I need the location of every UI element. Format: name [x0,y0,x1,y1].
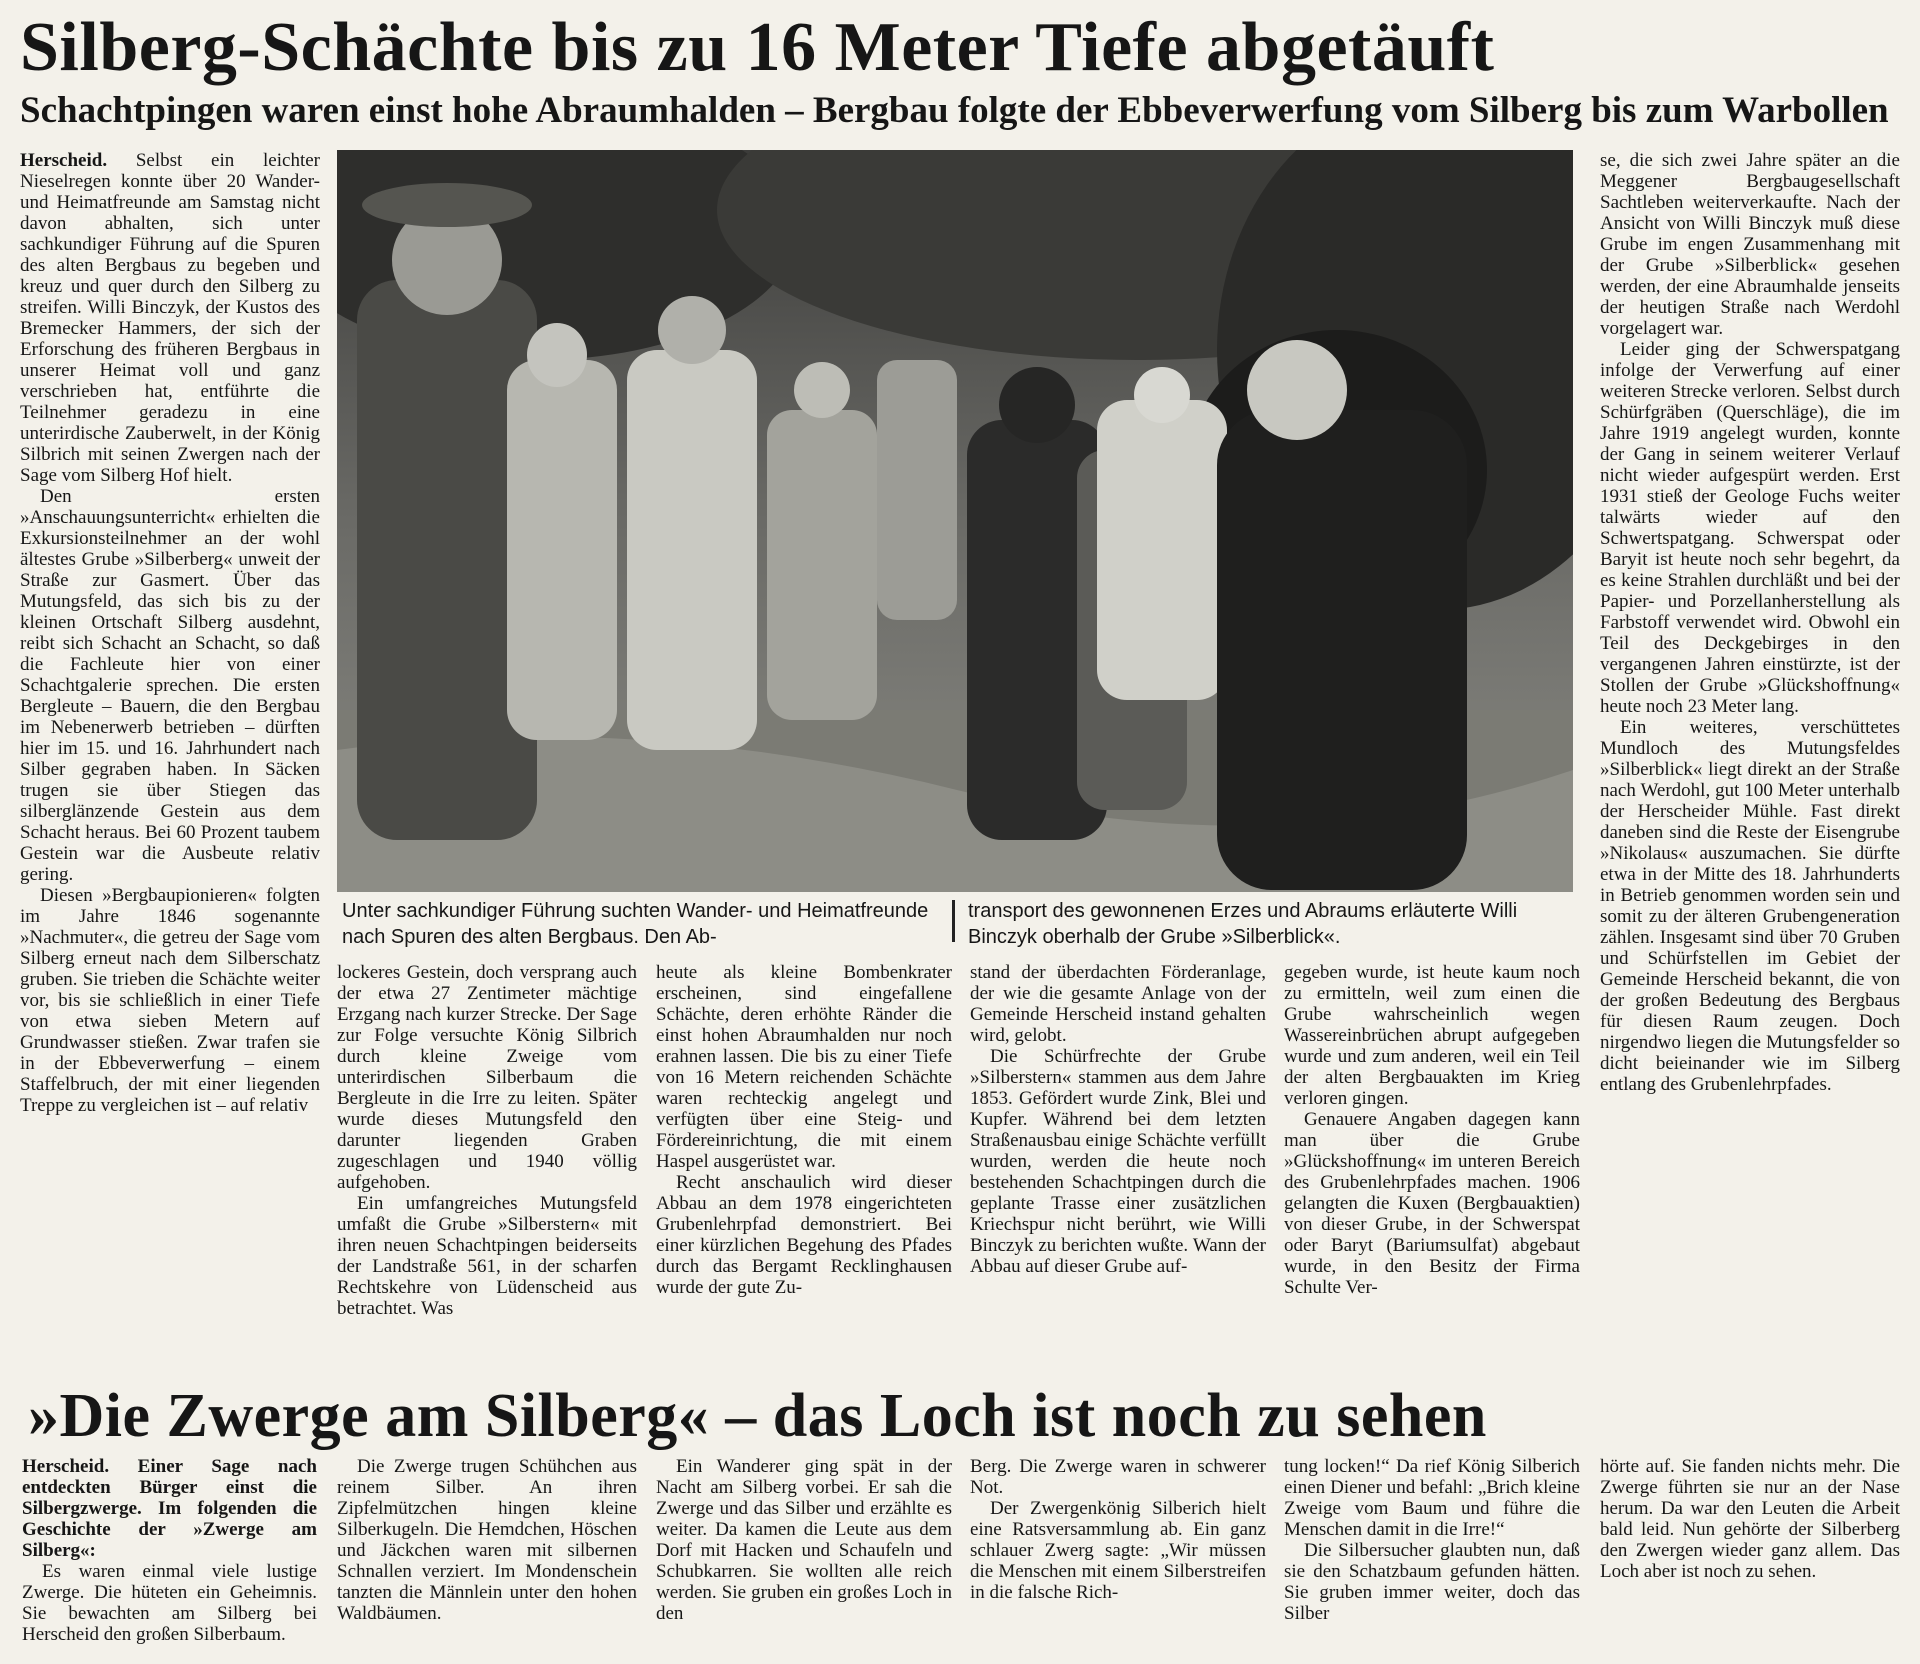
story-paragraph: tung locken!“ Da rief König Silberich einen Diener und befahl: „Brich kleine Zweige vom Baum und führe die Menschen damit in die Irre!“ [1284,1456,1580,1540]
photo-caption-right: transport des gewonnenen Erzes und Abraums erläuterte Willi Binczyk oberhalb der Grube »Silberblick«. [968,900,1518,948]
article-column-6 [1600,150,1900,1095]
article-paragraph: heute als kleine Bombenkrater erscheinen, sind eingefallene Schächte, deren erhöhte Ränder die einst hohen Abraumhalden nur noch erahnen lassen. Die bis zu einer Tiefe von 16 Metern reichenden Schächte waren rechteckig angelegt und verfügten über eine Steig- und Fördereinrichtung, die mit einem Haspel ausgerüstet war. [656,962,952,1172]
story-column-3 [656,1456,952,1624]
article-paragraph: lockeres Gestein, doch versprang auch der etwa 27 Zentimeter mächtige Erzgang nach kurzer Strecke. Der Sage zur Folge versuchte König Silbrich durch kleine Zweige vom unterirdischen Silberbaum die Bergleute in die Irre zu leiten. Später wurde dieses Mutungsfeld den darunter liegenden Graben zugeschlagen und 1940 völlig aufgehoben. [337,962,637,1193]
story-paragraph: Der Zwergenkönig Silberich hielt eine Ratsversammlung ab. Ein ganz schlauer Zwerg sagte: „Wir müssen die Menschen mit einem Silberstreifen in die falsche Rich- [970,1498,1266,1603]
article-column-2 [337,962,637,1319]
article-paragraph: Die Schürfrechte der Grube »Silberstern« stammen aus dem Jahre 1853. Gefördert wurde Zink, Blei und Kupfer. Während bei dem letzten Straßenausbau einige Schächte verfüllt wurden, werden die heute noch bestehenden Schachtpingen durch die geplante Trasse einer zusätzlichen Kriechspur nicht berührt, wie Willi Binczyk zu berichten wußte. Wann der Abbau auf dieser Grube auf- [970,1046,1266,1277]
story-column-2 [337,1456,637,1624]
story-column-4 [970,1456,1266,1603]
article-paragraph: Herscheid. Selbst ein leichter Nieselregen konnte über 20 Wander- und Heimatfreunde am Samstag nicht davon abhalten, sich unter sachkundiger Führung auf die Spuren des alten Bergbaus zu begeben und kreuz und quer durch den Silberg zu streifen. Willi Binczyk, der Kustos des Bremecker Hammers, der sich der Erforschung des früheren Bergbaus in unserer Heimat voll und ganz verschrieben hat, entführte die Teilnehmer geradezu in eine unterirdische Zauberwelt, in der König Silbrich mit seinen Zwergen nach der Sage vom Silberg Hof hielt. [20,150,320,486]
article-column-4 [970,962,1266,1277]
caption-divider [952,900,955,942]
article-paragraph: se, die sich zwei Jahre später an die Meggener Bergbaugesellschaft Sachtleben weiterverkaufte. Nach der Ansicht von Willi Binczyk muß diese Grube im engen Zusammenhang mit der Grube »Silberblick« gesehen werden, der eine Abraumhalde jenseits der heutigen Straße nach Werdohl vorgelagert war. [1600,150,1900,339]
story-paragraph: Ein Wanderer ging spät in der Nacht am Silberg vorbei. Er sah die Zwerge und das Silber und erzählte es weiter. Da kamen die Leute aus dem Dorf mit Hacken und Schaufeln und Schubkarren. Sie wollten alle reich werden. Sie gruben ein großes Loch in den [656,1456,952,1624]
story-column-1 [22,1456,317,1645]
subheadline: Schachtpingen waren einst hohe Abraumhalden – Bergbau folgte der Ebbeverwerfung vom Silberg bis zum Warbollen [20,90,1889,131]
article-column-3 [656,962,952,1298]
story-paragraph: Es waren einmal viele lustige Zwerge. Die hüteten ein Geheimnis. Sie bewachten am Silberg bei Herscheid den großen Silberbaum. [22,1561,317,1645]
story-column-5 [1284,1456,1580,1624]
photo-illustration [337,150,1573,892]
story-paragraph: Die Silbersucher glaubten nun, daß sie den Schatzbaum gefunden hätten. Sie gruben immer weiter, doch das Silber [1284,1540,1580,1624]
story-paragraph: hörte auf. Sie fanden nichts mehr. Die Zwerge führten sie nur an der Nase herum. Da war den Leuten die Arbeit bald leid. Nun gehörte der Silberberg den Zwergen wieder ganz allem. Das Loch aber ist noch zu sehen. [1600,1456,1900,1582]
article-column-5 [1284,962,1580,1298]
headline: Silberg-Schächte bis zu 16 Meter Tiefe abgetäuft [20,9,1495,86]
article-paragraph: gegeben wurde, ist heute kaum noch zu ermitteln, weil zum einen die Grube wahrscheinlich wegen Wassereinbrüchen abrupt aufgegeben wurde und zum anderen, weil ein Teil der alten Bergbauakten im Krieg verloren gingen. [1284,962,1580,1109]
article-paragraph: Recht anschaulich wird dieser Abbau an dem 1978 eingerichteten Grubenlehrpfad demonstriert. Bei einer kürzlichen Begehung des Pfades durch das Bergamt Recklinghausen wurde der gute Zu- [656,1172,952,1298]
article-paragraph: Den ersten »Anschauungsunterricht« erhielten die Exkursionsteilnehmer an der wohl ältestes Grube »Silberberg« unweit der Straße zur Gasmert. Über das Mutungsfeld, das sich bis zu der kleinen Ortschaft Silberg ausdehnt, reibt sich Schacht an Schacht, so daß die Fachleute hier von einer Schachtgalerie sprechen. Die ersten Bergleute – Bauern, die den Bergbau im Nebenerwerb betrieben – dürften hier im 15. und 16. Jahrhundert nach Silber gegraben haben. In Säcken trugen sie über Stiegen das silberglänzende Gestein aus dem Schacht heraus. Bei 60 Prozent taubem Gestein war die Ausbeute relativ gering. [20,486,320,885]
article-paragraph: stand der überdachten Förderanlage, der wie die gesamte Anlage von der Gemeinde Herscheid instand gehalten wird, gelobt. [970,962,1266,1046]
story-intro: Herscheid. Einer Sage nach entdeckten Bürger einst die Silbergzwerge. Im folgenden die Geschichte der »Zwerge am Silberg«: [22,1456,317,1561]
photo-caption-left: Unter sachkundiger Führung suchten Wander- und Heimatfreunde nach Spuren des alten Bergbaus. Den Ab- [342,900,929,948]
headline-second-article: »Die Zwerge am Silberg« – das Loch ist noch zu sehen [28,1382,1487,1450]
photo-excursion-group [337,150,1573,892]
dateline: Herscheid. [20,150,108,171]
story-column-6 [1600,1456,1900,1582]
article-paragraph: Genauere Angaben dagegen kann man über die Grube »Glückshoffnung« im unteren Bereich des Grubenlehrpfades machen. 1906 gelangten die Kuxen (Bergbauaktien) von dieser Grube, in der Schwerspat oder Baryt (Bariumsulfat) abgebaut wurde, in den Besitz der Firma Schulte Ver- [1284,1109,1580,1298]
article-paragraph: Leider ging der Schwerspatgang infolge der Verwerfung auf einer weiteren Strecke verloren. Selbst durch Schürfgräben (Querschläge), die im Jahre 1919 angelegt wurden, konnte der Gang in seinem weiterer Verlauf nicht wieder aufgespürt werden. Erst 1931 stieß der Geologe Fuchs weiter talwärts wieder auf den Schwertspatgang. Schwerspat oder Baryit ist heute noch sehr begehrt, da es keine Strahlen durchläßt und bei der Papier- und Porzellanherstellung als Farbstoff verwendet wird. Obwohl ein Teil des Deckgebirges in den vergangenen Jahren einstürzte, ist der Stollen der Grube »Glückshoffnung« heute noch 23 Meter lang. [1600,339,1900,717]
article-paragraph: Ein umfangreiches Mutungsfeld umfaßt die Grube »Silberstern« mit ihren neuen Schachtpingen beiderseits der Landstraße 561, in der scharfen Rechtskehre von Lüdenscheid aus betrachtet. Was [337,1193,637,1319]
article-column-1 [20,150,320,1116]
story-paragraph: Die Zwerge trugen Schühchen aus reinem Silber. An ihren Zipfelmützchen hingen kleine Silberkugeln. Die Hemdchen, Höschen und Jäckchen waren mit silbernen Schnallen verziert. Im Mondenschein tanzten die Männlein unter den hohen Waldbäumen. [337,1456,637,1624]
article-paragraph: Ein weiteres, verschüttetes Mundloch des Mutungsfeldes »Silberblick« liegt direkt an der Straße nach Werdohl, gut 100 Meter unterhalb der Herscheider Mühle. Fast direkt daneben sind die Reste der Eisengrube »Nikolaus« auszumachen. Sie dürfte etwa in der Mitte des 18. Jahrhunderts in Betrieb genommen worden sein und somit zu der älteren Grubengeneration zählen. Insgesamt sind über 70 Gruben und Schürfstellen im Gebiet der Gemeinde Herscheid bekannt, die von der großen Bedeutung des Bergbaus für diesen Raum zeugen. Doch nirgendwo liegen die Mutungsfelder so dicht beieinander wie im Silberg entlang des Grubenlehrpfades. [1600,717,1900,1095]
article-paragraph: Diesen »Bergbaupionieren« folgten im Jahre 1846 sogenannte »Nachmuter«, die getreu der Sage vom Silberg erneut nach dem Silberschatz gruben. Sie trieben die Schächte weiter vor, bis sie schließlich in einer Tiefe von etwa sieben Metern auf Grundwasser stießen. Zwar trafen sie in der Ebbeverwerfung – einem Staffelbruch, der mit einer liegenden Treppe zu vergleichen ist – auf relativ [20,885,320,1116]
story-paragraph: Berg. Die Zwerge waren in schwerer Not. [970,1456,1266,1498]
